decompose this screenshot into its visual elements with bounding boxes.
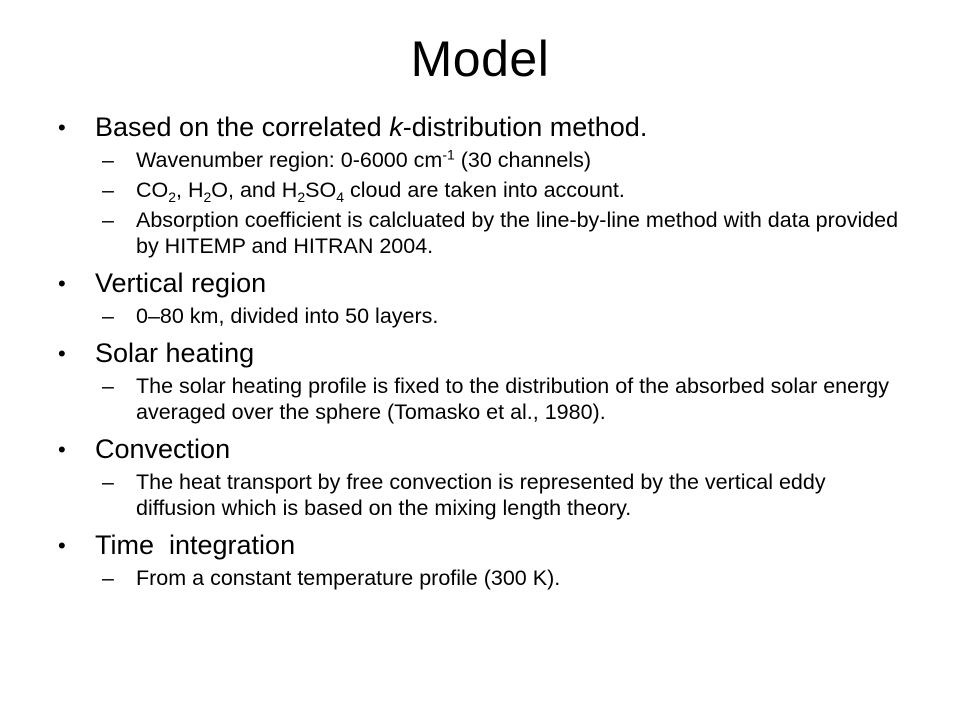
sub-item-text: Absorption coefficient is calcluated by the line-by-line method with data provided by HITEMP and HITRAN 2004.: [136, 208, 899, 258]
slide-title: Model: [410, 31, 550, 87]
bullet-icon: •: [58, 341, 66, 366]
dash-icon: –: [102, 304, 114, 328]
sub-item-text: 0–80 km, divided into 50 layers.: [136, 304, 439, 328]
sub-list-convection: [58, 469, 908, 521]
sub-item-initial-profile: [58, 565, 908, 591]
dash-icon: –: [102, 470, 114, 494]
dash-icon: –: [102, 566, 114, 590]
bullet-text: Solar heating: [95, 338, 255, 368]
sub-item-heat-transport: [58, 469, 908, 521]
bullet-icon: •: [58, 115, 66, 140]
bullet-text: Convection: [95, 434, 231, 464]
sub-item-wavenumber: [58, 147, 908, 173]
bullet-text: Vertical region: [95, 268, 267, 298]
sub-item-absorption: [58, 207, 908, 259]
sub-item-text: The solar heating profile is fixed to the distribution of the absorbed solar energy averaged over the sphere (Tomasko et al., 1980).: [136, 374, 889, 424]
sub-item-text: Wavenumber region: 0-6000 $cm^{-1}$ (30 channels): [136, 146, 591, 172]
bullet-item-time-integration: [58, 528, 908, 563]
bullet-text: Time integration: [95, 530, 296, 560]
sub-item-absorbers: [58, 177, 908, 203]
sub-list-time-integration: [58, 565, 908, 591]
bullet-icon: •: [58, 533, 66, 558]
sub-list-method: [58, 147, 908, 259]
sub-item-text: From a constant temperature profile (300 K).: [136, 566, 561, 590]
bullet-item-vertical-region: [58, 266, 908, 301]
dash-icon: –: [102, 374, 114, 398]
bullet-icon: •: [58, 437, 66, 462]
bullet-text: Based on the correlated k-distribution method.: [95, 112, 648, 142]
sub-item-heating-profile: [58, 373, 908, 425]
slide-content: [58, 110, 908, 598]
bullet-icon: •: [58, 271, 66, 296]
dash-icon: –: [102, 208, 114, 232]
dash-icon: –: [102, 148, 114, 172]
bullet-item-method: [58, 110, 908, 145]
dash-icon: –: [102, 178, 114, 202]
sub-item-text: $CO_2$, $H_2O$, and $H_2SO_4$ cloud are taken into account.: [136, 178, 625, 205]
bullet-item-convection: [58, 432, 908, 467]
sub-item-text: The heat transport by free convection is represented by the vertical eddy diffusion which is based on the mixing length theory.: [136, 470, 826, 520]
sub-item-layers: [58, 303, 908, 329]
bullet-item-solar-heating: [58, 336, 908, 371]
sub-list-vertical-region: [58, 303, 908, 329]
sub-list-solar-heating: [58, 373, 908, 425]
